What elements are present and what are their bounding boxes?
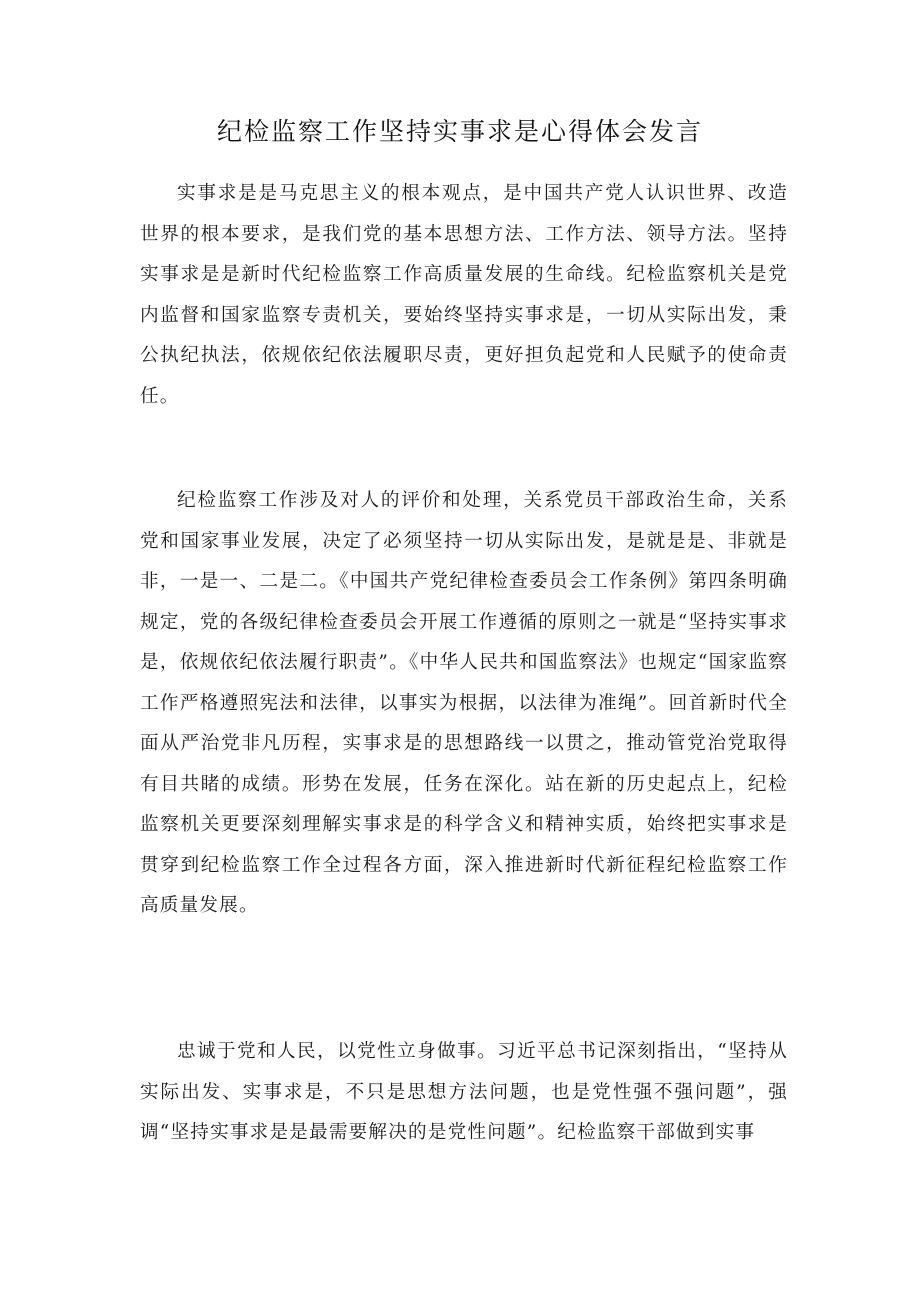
paragraph-1: 实事求是是马克思主义的根本观点，是中国共产党人认识世界、改造世界的根本要求，是我们党的基本思想方法、工作方法、领导方法。坚持实事求是是新时代纪检监察工作高质量发展的生命线。纪检监察机关是党内监督和国家监察专责机关，要始终坚持实事求是，一切从实际出发，秉公执纪执法，依规依纪依法履职尽责，更好担负起党和人民赋予的使命责任。	[140, 183, 788, 407]
paragraph-3: 忠诚于党和人民，以党性立身做事。习近平总书记深刻指出，“坚持从实际出发、实事求是，不只是思想方法问题，也是党性强不强问题”，强调“坚持实事求是是最需要解决的是党性问题”。纪检监察干部做到实事	[140, 1041, 788, 1143]
document-title: 纪检监察工作坚持实事求是心得体会发言	[216, 117, 703, 146]
paragraph-2: 纪检监察工作涉及对人的评价和处理，关系党员干部政治生命，关系党和国家事业发展，决定了必须坚持一切从实际出发，是就是是、非就是非，一是一、二是二。《中国共产党纪律检查委员会工作条例》第四条明确规定，党的各级纪律检查委员会开展工作遵循的原则之一就是“坚持实事求是，依规依纪依法履行职责”。《中华人民共和国监察法》也规定“国家监察工作严格遵照宪法和法律，以事实为根据，以法律为准绳”。回首新时代全面从严治党非凡历程，实事求是的思想路线一以贯之，推动管党治党取得有目共睹的成绩。形势在发展，任务在深化。站在新的历史起点上，纪检监察机关更要深刻理解实事求是的科学含义和精神实质，始终把实事求是贯穿到纪检监察工作全过程各方面，深入推进新时代新征程纪检监察工作高质量发展。	[140, 490, 788, 916]
